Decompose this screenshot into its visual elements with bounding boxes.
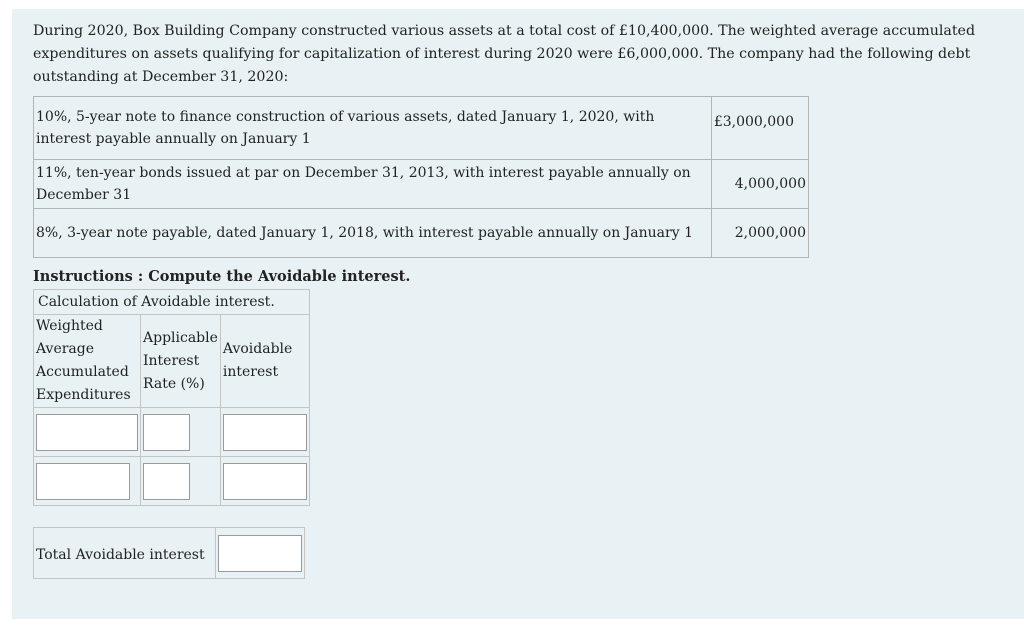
debt-row — [34, 160, 809, 209]
avoidable-interest-table — [33, 289, 310, 506]
header-row — [34, 315, 310, 408]
table-row — [34, 408, 310, 457]
header-avoidable-interest: Avoidable interest — [220, 315, 309, 408]
cell — [141, 408, 221, 457]
debt-row — [34, 209, 809, 258]
interest-rate-input[interactable] — [143, 463, 190, 500]
header-weighted-expenditures: Weighted Average Accumulated Expenditures — [34, 315, 141, 408]
intro-text: During 2020, Box Building Company constructed various assets at a total cost of £10,400,000. The weighted average accumulated expenditures on assets qualifying for capitalization of interest during 2020 were £6,000,000. The company had the following debt outstanding at December 31, 2020: — [33, 23, 976, 85]
table-row — [34, 457, 310, 506]
instructions-heading: Instructions : Compute the Avoidable interest. — [33, 268, 411, 285]
avoidable-interest-input[interactable] — [223, 414, 307, 451]
debt-amount: 2,000,000 — [711, 209, 808, 258]
debt-table — [33, 96, 809, 258]
debt-description: 11%, ten-year bonds issued at par on December 31, 2013, with interest payable annually on December 31 — [34, 160, 712, 209]
table-caption: Calculation of Avoidable interest. — [34, 290, 310, 315]
cell — [220, 457, 309, 506]
debt-row — [34, 97, 809, 160]
debt-description: 8%, 3-year note payable, dated January 1, 2018, with interest payable annually on January 1 — [34, 209, 712, 258]
weighted-expenditures-input[interactable] — [36, 414, 138, 451]
avoidable-interest-input[interactable] — [223, 463, 307, 500]
cell — [34, 408, 141, 457]
cell — [216, 528, 305, 579]
cell — [34, 457, 141, 506]
cell — [141, 457, 221, 506]
total-table — [33, 527, 305, 579]
total-avoidable-interest-input[interactable] — [218, 535, 302, 572]
debt-amount: £3,000,000 — [711, 97, 808, 160]
total-label: Total Avoidable interest — [34, 528, 216, 579]
debt-amount: 4,000,000 — [711, 160, 808, 209]
header-interest-rate: Applicable Interest Rate (%) — [141, 315, 221, 408]
debt-description: 10%, 5-year note to finance construction of various assets, dated January 1, 2020, with interest payable annually on January 1 — [34, 97, 712, 160]
interest-rate-input[interactable] — [143, 414, 190, 451]
weighted-expenditures-input[interactable] — [36, 463, 130, 500]
cell — [220, 408, 309, 457]
